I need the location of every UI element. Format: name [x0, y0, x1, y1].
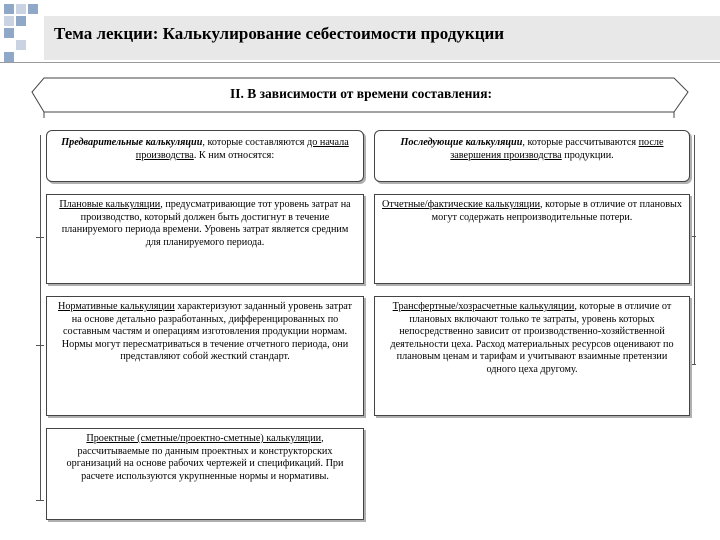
right-category-term2: после завершения производства [450, 137, 664, 161]
left-category-term: Предварительные калькуляции [61, 137, 203, 148]
right-category-text2: продукции. [561, 149, 614, 161]
right-item-1-text: , которые в отличие от плановых могут содержать непроизводительные потери. [431, 199, 682, 223]
left-item-1-term: Плановые калькуляции [59, 199, 161, 210]
slide-title: Тема лекции: Калькулирование себестоимости продукции [54, 24, 505, 43]
right-item-2-text: , которые в отличие от плановых включают только те затраты, уровень которых непосредственно зависит от производственно-хозяйственной деятельности цеха. Расход материальных ресурсов оценивают по плановым ценам и тарифам и учитывают взаимные претензии одного цеха другому. [390, 301, 674, 375]
left-category-text2: . К ним относятся: [193, 149, 275, 161]
left-tick-2 [36, 345, 44, 346]
left-category-text1: , которые составляются [202, 137, 308, 148]
left-item-3-term: Проектные (сметные/проектно-сметные) калькуляции [86, 433, 322, 444]
right-connector [694, 135, 695, 365]
decor-square-1 [4, 4, 14, 14]
right-item-1-term: Отчетные/фактические калькуляции [382, 199, 541, 210]
left-tick-3 [36, 500, 44, 501]
left-item-3-text: , рассчитываемые по данным проектных и конструкторских организаций на основе рабочих чертежей и спецификаций. При расчете используются укрупненные нормы и нормативы. [66, 433, 344, 482]
decor-square-8 [4, 52, 14, 62]
left-item-planned [46, 194, 364, 284]
left-connector [40, 135, 41, 501]
left-category-term2: до начала производства [135, 137, 349, 161]
right-item-2-term: Трансфертные/хозрасчетные калькуляции [392, 301, 575, 312]
decor-square-7 [16, 40, 26, 50]
title-divider [0, 62, 720, 63]
left-item-normative [46, 296, 364, 416]
right-category-box [374, 130, 690, 182]
right-category-text1: , которые рассчитываются [522, 137, 639, 148]
left-item-project [46, 428, 364, 520]
left-item-2-text: характеризуют заданный уровень затрат на основе детально разработанных, дифференцированных по составным частям и операциям изготовления продукции нормам. Нормы могут пересматриваться в течение отчетного периода, они представляют собой жесткий стандарт. [61, 301, 353, 363]
left-item-1-text: , предусматривающие тот уровень затрат на производство, который должен быть достигнут в течение планируемого периода времени. Уровень затрат является средним для планируемого периода. [61, 199, 351, 248]
right-category-term: Последующие калькуляции [400, 137, 523, 148]
left-tick-1 [36, 237, 44, 238]
decor-square-5 [16, 16, 26, 26]
decor-square-2 [16, 4, 26, 14]
decor-square-6 [4, 28, 14, 38]
section-header: II. В зависимости от времени составления: [230, 86, 492, 101]
decor-square-3 [28, 4, 38, 14]
left-item-2-term: Нормативные калькуляции [57, 301, 175, 312]
decor-square-4 [4, 16, 14, 26]
right-item-actual [374, 194, 690, 284]
right-item-transfer [374, 296, 690, 416]
left-category-box [46, 130, 364, 182]
